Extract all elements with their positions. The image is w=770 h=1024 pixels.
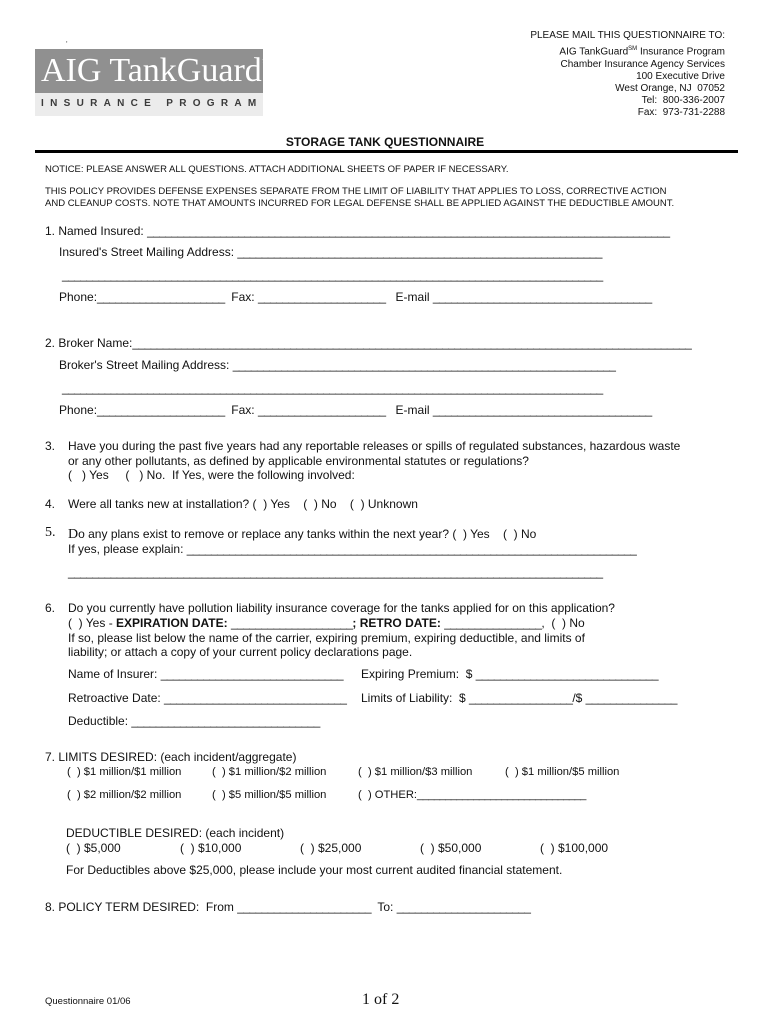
page-title: STORAGE TANK QUESTIONNAIRE (285, 135, 485, 149)
deductible-heading: DEDUCTIBLE DESIRED: (each incident) (66, 826, 285, 840)
q6-number: 6. (45, 601, 56, 615)
deductible-note: For Deductibles above $25,000, please include your most current audited financial statement. (66, 863, 563, 877)
q5-explain-line2[interactable]: ________________________________________________________________________________________ (68, 565, 603, 579)
q5-explain[interactable]: If yes, please explain: __________________________________________________________________________ (68, 542, 637, 556)
mail-line2: Chamber Insurance Agency Services (560, 59, 725, 70)
policy-text-line1: THIS POLICY PROVIDES DEFENSE EXPENSES SEPARATE FROM THE LIMIT OF LIABILITY THAT APPLIES TO LOSS, CORRECTIVE ACTION (45, 186, 667, 197)
q3-question-line2: or any other pollutants, as defined by applicable environmental statutes or regulations? (68, 454, 529, 468)
logo-wordmark: AIG TankGuard™ (41, 52, 269, 89)
logo-banner (35, 93, 263, 116)
q6-instructions-line2: liability; or attach a copy of your current policy declarations page. (68, 645, 413, 659)
logo-tick: ' (66, 40, 68, 49)
q7-option-1m-3m[interactable]: ( ) $1 million/$3 million (358, 766, 473, 778)
q7-heading: 7. LIMITS DESIRED: (each incident/aggregate) (45, 750, 297, 764)
q6-deductible-field[interactable]: Deductible: _______________________________ (68, 714, 320, 728)
logo-program-text: INSURANCE PROGRAM (41, 98, 263, 109)
q7-option-2m-2m[interactable]: ( ) $2 million/$2 million (67, 789, 182, 801)
q4-number: 4. (45, 497, 56, 511)
q7-option-1m-5m[interactable]: ( ) $1 million/$5 million (505, 766, 620, 778)
q2-address[interactable]: Broker's Street Mailing Address: _______________________________________________________________ (59, 358, 616, 372)
q1-named-insured[interactable]: 1. Named Insured: ______________________________________________________________________________________ (45, 224, 670, 238)
deductible-option-5000[interactable]: ( ) $5,000 (66, 841, 121, 855)
q6-insurer-field[interactable]: Name of Insurer: ______________________________ (68, 667, 343, 681)
title-divider (35, 150, 738, 153)
policy-text-line2: AND CLEANUP COSTS. NOTE THAT AMOUNTS INCURRED FOR LEGAL DEFENSE SHALL BE APPLIED AGAINST THE DEDUCTIBLE AMOUNT. (45, 198, 675, 209)
q7-option-other[interactable]: ( ) OTHER:______________________________ (358, 789, 586, 801)
mail-line4: West Orange, NJ 07052 (615, 83, 725, 94)
q6-limits-field[interactable]: Limits of Liability: $ _________________/$ _______________ (361, 691, 677, 705)
q8-policy-term[interactable]: 8. POLICY TERM DESIRED: From ______________________ To: ______________________ (45, 900, 531, 914)
deductible-option-100000[interactable]: ( ) $100,000 (540, 841, 609, 855)
q1-address[interactable]: Insured's Street Mailing Address: ____________________________________________________________ (59, 245, 602, 259)
q3-question-line1: Have you during the past five years had any reportable releases or spills of regulated substances, hazardous waste (68, 439, 681, 453)
deductible-option-50000[interactable]: ( ) $50,000 (420, 841, 482, 855)
q7-option-1m-1m[interactable]: ( ) $1 million/$1 million (67, 766, 182, 778)
q1-contact-row[interactable]: Phone:_____________________ Fax: _____________________ E-mail ____________________________________ (59, 290, 652, 304)
deductible-option-10000[interactable]: ( ) $10,000 (180, 841, 242, 855)
q2-broker-name[interactable]: 2. Broker Name:____________________________________________________________________________________________ (45, 336, 692, 350)
q6-instructions-line1: If so, please list below the name of the carrier, expiring premium, expiring deductible, and limits of (68, 631, 585, 645)
q6-yes-no-row[interactable]: ( ) Yes - EXPIRATION DATE: ____________________; RETRO DATE: ________________, ( ) No (68, 616, 585, 630)
q4-question[interactable]: Were all tanks new at installation? ( ) Yes ( ) No ( ) Unknown (68, 497, 418, 511)
aig-tankguard-logo (35, 49, 269, 116)
q5-number: 5. (45, 525, 56, 540)
q3-number: 3. (45, 439, 56, 453)
mail-fax: Fax: 973-731-2288 (637, 107, 725, 118)
mail-line3: 100 Executive Drive (636, 71, 725, 82)
q7-option-5m-5m[interactable]: ( ) $5 million/$5 million (212, 789, 327, 801)
q6-premium-field[interactable]: Expiring Premium: $ ______________________________ (361, 667, 658, 681)
q2-address-line2[interactable]: _________________________________________________________________________________________ (62, 381, 603, 395)
q6-question: Do you currently have pollution liability insurance coverage for the tanks applied for on this application? (68, 601, 615, 615)
mail-tel: Tel: 800-336-2007 (641, 95, 725, 106)
notice-text: NOTICE: PLEASE ANSWER ALL QUESTIONS. ATTACH ADDITIONAL SHEETS OF PAPER IF NECESSARY. (45, 164, 509, 175)
deductible-option-25000[interactable]: ( ) $25,000 (300, 841, 362, 855)
q5-question[interactable]: Do any plans exist to remove or replace any tanks within the next year? ( ) Yes ( ) No (68, 527, 537, 542)
mail-org: AIG TankGuard℠ Insurance Program (559, 46, 725, 58)
q2-contact-row[interactable]: Phone:_____________________ Fax: _____________________ E-mail ____________________________________ (59, 403, 652, 417)
q6-retro-date-field[interactable]: Retroactive Date: ______________________________ (68, 691, 347, 705)
footer-form-id: Questionnaire 01/06 (45, 996, 131, 1007)
q1-address-line2[interactable]: _________________________________________________________________________________________ (62, 268, 603, 282)
footer-page-number: 1 of 2 (362, 991, 400, 1008)
mail-heading: PLEASE MAIL THIS QUESTIONNAIRE TO: (530, 30, 725, 41)
q7-option-1m-2m[interactable]: ( ) $1 million/$2 million (212, 766, 327, 778)
q3-options[interactable]: ( ) Yes ( ) No. If Yes, were the following involved: (68, 468, 355, 482)
